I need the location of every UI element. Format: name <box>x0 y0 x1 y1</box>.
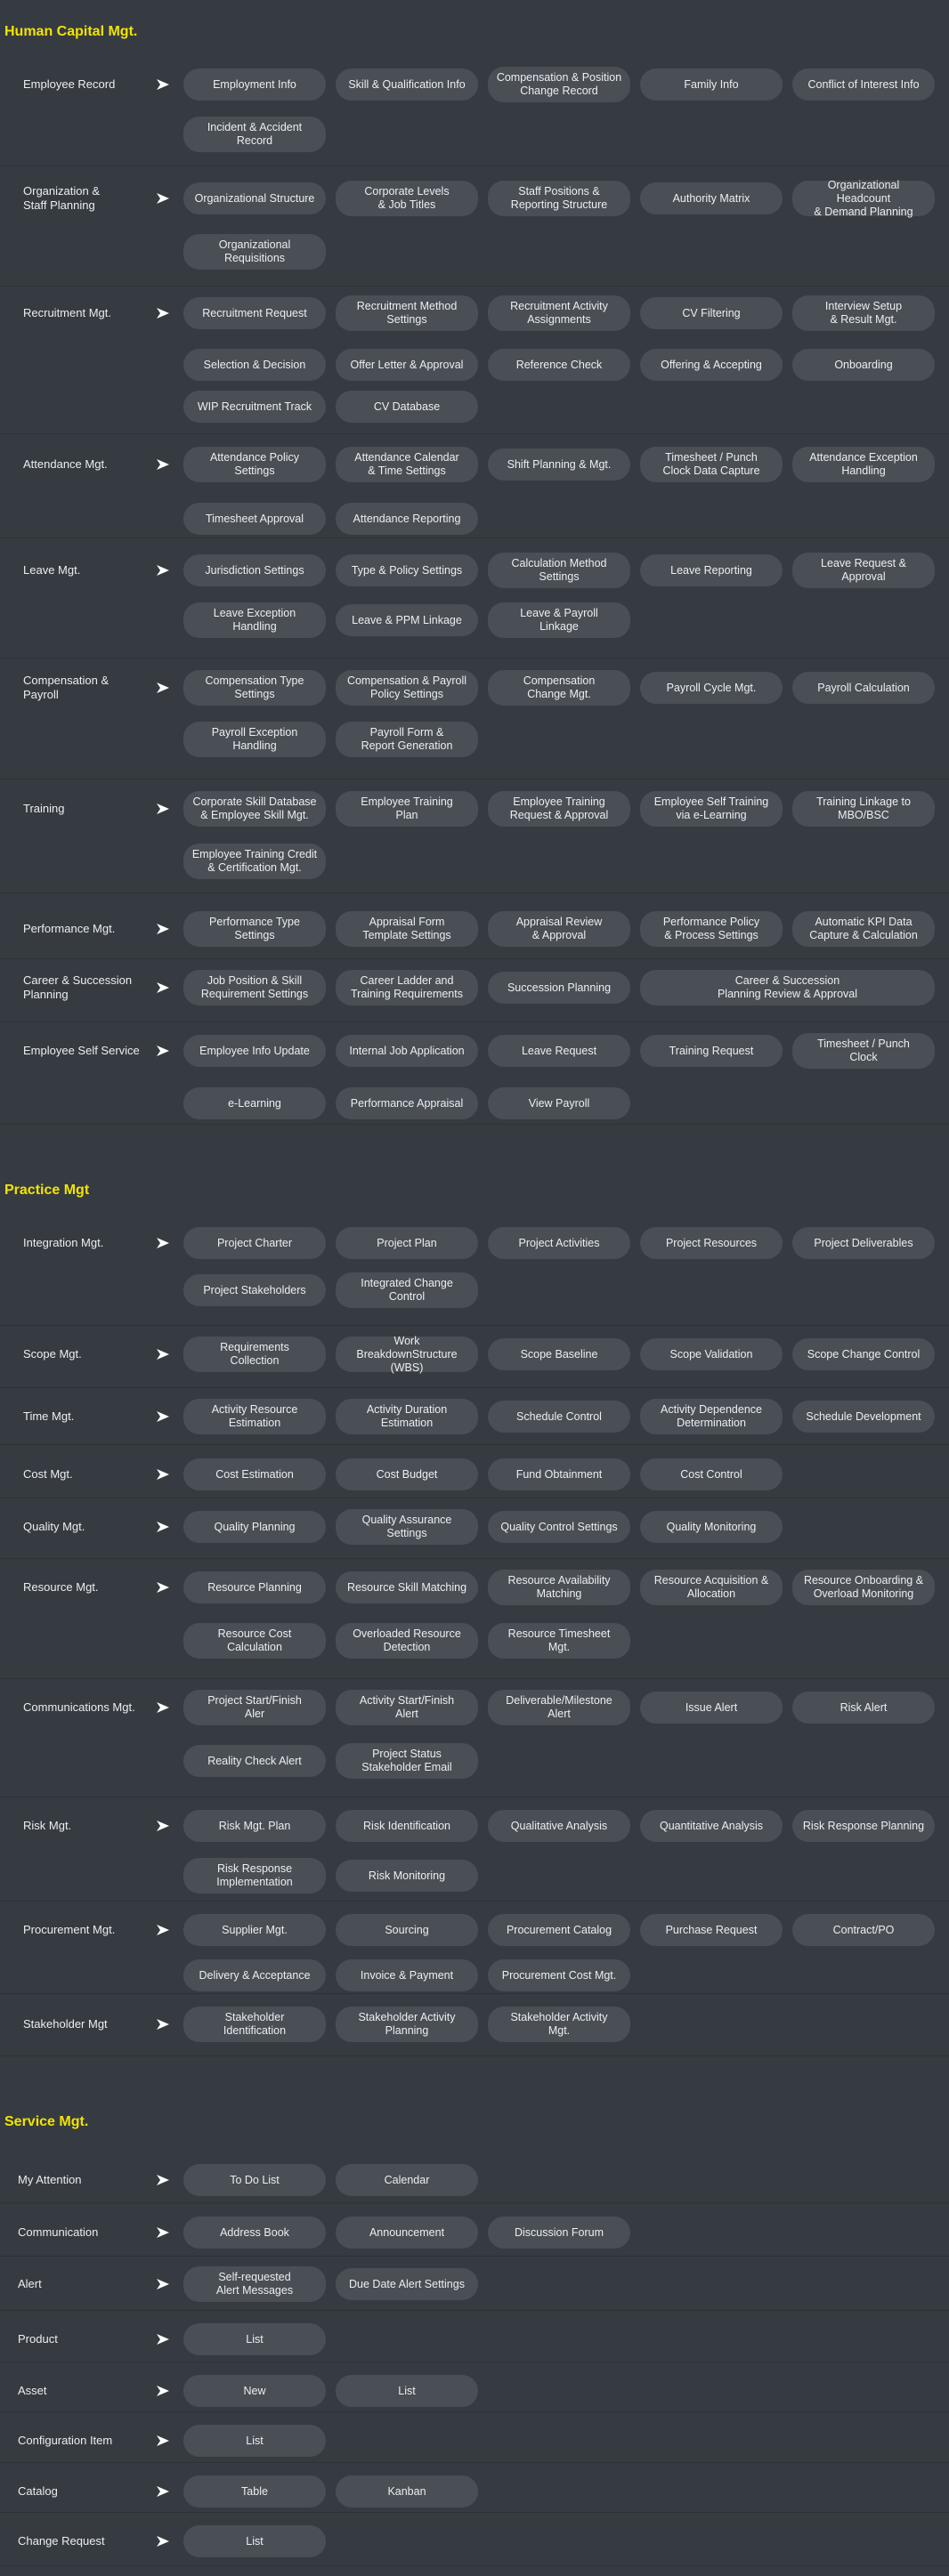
arrow-right-icon <box>157 2386 169 2396</box>
row-label: Performance Mgt. <box>23 922 116 935</box>
menu-item-cv-database[interactable]: CV Database <box>336 391 478 423</box>
menu-item-stakeholder-activity-mgt[interactable]: Stakeholder Activity Mgt. <box>488 2007 630 2042</box>
menu-item-quality-assurance-settings[interactable]: Quality Assurance Settings <box>336 1509 478 1545</box>
row-label: Alert <box>18 2277 42 2290</box>
menu-item-kanban[interactable]: Kanban <box>336 2475 478 2507</box>
arrow-right-icon <box>157 459 169 470</box>
menu-row-attendance-mgt <box>0 434 949 538</box>
menu-item-authority-matrix[interactable]: Authority Matrix <box>640 182 783 214</box>
menu-item-integrated-change-control[interactable]: Integrated Change Control <box>336 1272 478 1308</box>
menu-item-performance-policy-process-settings[interactable]: Performance Policy & Process Settings <box>640 911 783 947</box>
menu-item-incident-accident-record[interactable]: Incident & Accident Record <box>183 117 326 152</box>
menu-item-employment-info[interactable]: Employment Info <box>183 69 326 101</box>
row-label: Employee Record <box>23 77 116 91</box>
menu-item-timesheet-approval[interactable]: Timesheet Approval <box>183 503 326 535</box>
menu-item-family-info[interactable]: Family Info <box>640 69 783 101</box>
menu-item-resource-acquisition-allocation[interactable]: Resource Acquisition & Allocation <box>640 1570 783 1605</box>
menu-item-project-start-finish-aler[interactable]: Project Start/Finish Aler <box>183 1690 326 1725</box>
menu-item-payroll-cycle-mgt[interactable]: Payroll Cycle Mgt. <box>640 672 783 704</box>
arrow-right-icon <box>157 2334 169 2345</box>
menu-item-fund-obtainment[interactable]: Fund Obtainment <box>488 1458 630 1490</box>
menu-item-calculation-method-settings[interactable]: Calculation Method Settings <box>488 553 630 588</box>
arrow-right-icon <box>157 1411 169 1422</box>
arrow-right-icon <box>157 1238 169 1248</box>
menu-item-risk-alert[interactable]: Risk Alert <box>792 1692 935 1724</box>
menu-row-stakeholder-mgt <box>0 1994 949 2056</box>
menu-row-training <box>0 779 949 893</box>
row-label: Procurement Mgt. <box>23 1923 116 1936</box>
menu-item-schedule-control[interactable]: Schedule Control <box>488 1401 630 1433</box>
menu-row-configuration-item <box>0 2412 949 2463</box>
row-label: Catalog <box>18 2484 58 2498</box>
menu-item-scope-change-control[interactable]: Scope Change Control <box>792 1338 935 1370</box>
menu-item-compensation-payroll-policy-settings[interactable]: Compensation & Payroll Policy Settings <box>336 670 478 706</box>
row-label: Resource Mgt. <box>23 1580 99 1594</box>
menu-item-project-stakeholders[interactable]: Project Stakeholders <box>183 1274 326 1306</box>
row-label: Organization & Staff Planning <box>23 184 100 212</box>
menu-row-employee-self-service <box>0 1022 949 1125</box>
menu-item-risk-identification[interactable]: Risk Identification <box>336 1810 478 1842</box>
menu-item-project-status-stakeholder-email[interactable]: Project Status Stakeholder Email <box>336 1743 478 1779</box>
menu-item-staff-positions-reporting-structure[interactable]: Staff Positions & Reporting Structure <box>488 181 630 216</box>
menu-item-e-learning[interactable]: e-Learning <box>183 1087 326 1119</box>
menu-item-project-plan[interactable]: Project Plan <box>336 1227 478 1259</box>
row-label: Stakeholder Mgt <box>23 2017 108 2031</box>
menu-item-due-date-alert-settings[interactable]: Due Date Alert Settings <box>336 2268 478 2300</box>
menu-item-training-request[interactable]: Training Request <box>640 1035 783 1067</box>
menu-item-activity-resource-estimation[interactable]: Activity Resource Estimation <box>183 1399 326 1434</box>
menu-item-attendance-calendar-time-settings[interactable]: Attendance Calendar & Time Settings <box>336 447 478 482</box>
row-label: Change Request <box>18 2534 105 2548</box>
menu-item-appraisal-form-template-settings[interactable]: Appraisal Form Template Settings <box>336 911 478 947</box>
menu-item-supplier-mgt[interactable]: Supplier Mgt. <box>183 1914 326 1946</box>
menu-item-quality-planning[interactable]: Quality Planning <box>183 1511 326 1543</box>
menu-item-resource-timesheet-mgt[interactable]: Resource Timesheet Mgt. <box>488 1623 630 1659</box>
menu-item-organizational-requisitions[interactable]: Organizational Requisitions <box>183 234 326 270</box>
arrow-right-icon <box>157 79 169 90</box>
menu-item-organizational-structure[interactable]: Organizational Structure <box>183 182 326 214</box>
menu-item-employee-self-training-via-e-learning[interactable]: Employee Self Training via e-Learning <box>640 791 783 827</box>
arrow-right-icon <box>157 1702 169 1713</box>
menu-row-performance-mgt <box>0 893 949 959</box>
arrow-right-icon <box>157 1582 169 1593</box>
row-label: Attendance Mgt. <box>23 457 108 471</box>
menu-row-resource-mgt <box>0 1559 949 1679</box>
menu-item-corporate-levels-job-titles[interactable]: Corporate Levels & Job Titles <box>336 181 478 216</box>
row-label: Product <box>18 2332 58 2346</box>
practice-mgt-section-title: Practice Mgt <box>4 1183 90 1198</box>
menu-item-corporate-skill-database-employee-skill-mgt[interactable]: Corporate Skill Database & Employee Skill Mgt. <box>183 791 326 827</box>
menu-item-recruitment-request[interactable]: Recruitment Request <box>183 297 326 329</box>
arrow-right-icon <box>157 2435 169 2446</box>
row-label: Recruitment Mgt. <box>23 306 111 319</box>
arrow-right-icon <box>157 803 169 814</box>
menu-item-risk-mgt-plan[interactable]: Risk Mgt. Plan <box>183 1810 326 1842</box>
menu-row-quality-mgt <box>0 1498 949 1559</box>
row-label: Risk Mgt. <box>23 1819 72 1832</box>
menu-item-stakeholder-identification[interactable]: Stakeholder Identification <box>183 2007 326 2042</box>
menu-item-self-requested-alert-messages[interactable]: Self-requested Alert Messages <box>183 2266 326 2302</box>
row-label: Configuration Item <box>18 2434 113 2447</box>
row-label: Employee Self Service <box>23 1044 140 1057</box>
menu-row-integration-mgt <box>0 1215 949 1326</box>
arrow-right-icon <box>157 2019 169 2030</box>
menu-item-offer-letter-approval[interactable]: Offer Letter & Approval <box>336 349 478 381</box>
menu-item-new[interactable]: New <box>183 2375 326 2407</box>
menu-item-attendance-policy-settings[interactable]: Attendance Policy Settings <box>183 447 326 482</box>
menu-item-announcement[interactable]: Announcement <box>336 2217 478 2249</box>
menu-item-qualitative-analysis[interactable]: Qualitative Analysis <box>488 1810 630 1842</box>
menu-row-catalog <box>0 2463 949 2513</box>
arrow-right-icon <box>157 924 169 934</box>
arrow-right-icon <box>157 1349 169 1360</box>
menu-item-reference-check[interactable]: Reference Check <box>488 349 630 381</box>
menu-item-attendance-exception-handling[interactable]: Attendance Exception Handling <box>792 447 935 482</box>
menu-item-requirements-collection[interactable]: Requirements Collection <box>183 1336 326 1372</box>
menu-item-succession-planning[interactable]: Succession Planning <box>488 972 630 1004</box>
menu-item-leave-request-approval[interactable]: Leave Request & Approval <box>792 553 935 588</box>
menu-row-asset <box>0 2362 949 2412</box>
menu-item-project-charter[interactable]: Project Charter <box>183 1227 326 1259</box>
menu-row-product <box>0 2311 949 2362</box>
menu-item-quality-control-settings[interactable]: Quality Control Settings <box>488 1511 630 1543</box>
menu-item-scope-baseline[interactable]: Scope Baseline <box>488 1338 630 1370</box>
menu-item-project-resources[interactable]: Project Resources <box>640 1227 783 1259</box>
row-label: Time Mgt. <box>23 1409 75 1423</box>
row-label: Training <box>23 802 65 815</box>
menu-item-schedule-development[interactable]: Schedule Development <box>792 1401 935 1433</box>
arrow-right-icon <box>157 1821 169 1831</box>
arrow-right-icon <box>157 1925 169 1935</box>
menu-item-resource-planning[interactable]: Resource Planning <box>183 1571 326 1603</box>
menu-item-overloaded-resource-detection[interactable]: Overloaded Resource Detection <box>336 1623 478 1659</box>
menu-item-employee-info-update[interactable]: Employee Info Update <box>183 1035 326 1067</box>
row-label: Compensation & Payroll <box>23 674 110 701</box>
menu-row-recruitment-mgt <box>0 287 949 434</box>
menu-item-employee-training-request-approval[interactable]: Employee Training Request & Approval <box>488 791 630 827</box>
menu-item-discussion-forum[interactable]: Discussion Forum <box>488 2217 630 2249</box>
menu-item-wip-recruitment-track[interactable]: WIP Recruitment Track <box>183 391 326 423</box>
menu-row-my-attention <box>0 2151 949 2203</box>
menu-item-resource-skill-matching[interactable]: Resource Skill Matching <box>336 1571 478 1603</box>
menu-item-compensation-change-mgt[interactable]: Compensation Change Mgt. <box>488 670 630 706</box>
menu-item-procurement-cost-mgt[interactable]: Procurement Cost Mgt. <box>488 1959 630 1991</box>
menu-item-table[interactable]: Table <box>183 2475 326 2507</box>
menu-item-address-book[interactable]: Address Book <box>183 2217 326 2249</box>
arrow-right-icon <box>157 2486 169 2497</box>
menu-item-reality-check-alert[interactable]: Reality Check Alert <box>183 1745 326 1777</box>
menu-row-time-mgt <box>0 1388 949 1445</box>
menu-item-leave-request[interactable]: Leave Request <box>488 1035 630 1067</box>
row-label: Communications Mgt. <box>23 1700 135 1714</box>
menu-item-conflict-of-interest-info[interactable]: Conflict of Interest Info <box>792 69 935 101</box>
menu-row-compensation-payroll <box>0 658 949 779</box>
arrow-right-icon <box>157 2279 169 2289</box>
row-label: Integration Mgt. <box>23 1236 104 1249</box>
menu-row-communications-mgt <box>0 1679 949 1797</box>
menu-item-contract-po[interactable]: Contract/PO <box>792 1914 935 1946</box>
menu-item-project-deliverables[interactable]: Project Deliverables <box>792 1227 935 1259</box>
menu-item-resource-cost-calculation[interactable]: Resource Cost Calculation <box>183 1623 326 1659</box>
menu-item-leave-exception-handling[interactable]: Leave Exception Handling <box>183 602 326 638</box>
arrow-right-icon <box>157 982 169 993</box>
menu-item-employee-training-plan[interactable]: Employee Training Plan <box>336 791 478 827</box>
menu-item-payroll-form-report-generation[interactable]: Payroll Form & Report Generation <box>336 722 478 757</box>
row-label: Scope Mgt. <box>23 1347 82 1361</box>
menu-item-to-do-list[interactable]: To Do List <box>183 2164 326 2196</box>
row-label: Asset <box>18 2384 47 2397</box>
menu-item-list[interactable]: List <box>183 2425 326 2457</box>
menu-item-training-linkage-to-mbo-bsc[interactable]: Training Linkage to MBO/BSC <box>792 791 935 827</box>
menu-item-activity-start-finish-alert[interactable]: Activity Start/Finish Alert <box>336 1690 478 1725</box>
arrow-right-icon <box>157 682 169 693</box>
menu-item-interview-setup-result-mgt[interactable]: Interview Setup & Result Mgt. <box>792 295 935 331</box>
menu-item-performance-appraisal[interactable]: Performance Appraisal <box>336 1087 478 1119</box>
menu-item-list[interactable]: List <box>183 2323 326 2355</box>
menu-item-jurisdiction-settings[interactable]: Jurisdiction Settings <box>183 554 326 586</box>
menu-item-selection-decision[interactable]: Selection & Decision <box>183 349 326 381</box>
menu-item-compensation-position-change-record[interactable]: Compensation & Position Change Record <box>488 67 630 102</box>
row-label: Cost Mgt. <box>23 1467 73 1481</box>
menu-row-employee-record <box>0 56 949 166</box>
arrow-right-icon <box>157 2536 169 2547</box>
menu-row-risk-mgt <box>0 1797 949 1902</box>
menu-item-invoice-payment[interactable]: Invoice & Payment <box>336 1959 478 1991</box>
menu-item-delivery-acceptance[interactable]: Delivery & Acceptance <box>183 1959 326 1991</box>
menu-row-career-succession-planning <box>0 959 949 1022</box>
menu-item-skill-qualification-info[interactable]: Skill & Qualification Info <box>336 69 478 101</box>
menu-item-cost-estimation[interactable]: Cost Estimation <box>183 1458 326 1490</box>
menu-item-payroll-calculation[interactable]: Payroll Calculation <box>792 672 935 704</box>
menu-item-activity-dependence-determination[interactable]: Activity Dependence Determination <box>640 1399 783 1434</box>
menu-item-risk-response-planning[interactable]: Risk Response Planning <box>792 1810 935 1842</box>
menu-item-resource-onboarding-overload-monitoring[interactable]: Resource Onboarding & Overload Monitoring <box>792 1570 935 1605</box>
row-label: Quality Mgt. <box>23 1520 85 1533</box>
menu-item-internal-job-application[interactable]: Internal Job Application <box>336 1035 478 1067</box>
menu-item-view-payroll[interactable]: View Payroll <box>488 1087 630 1119</box>
menu-item-risk-monitoring[interactable]: Risk Monitoring <box>336 1860 478 1892</box>
menu-item-job-position-skill-requirement-settings[interactable]: Job Position & Skill Requirement Settings <box>183 970 326 1005</box>
arrow-right-icon <box>157 1046 169 1056</box>
menu-row-alert <box>0 2257 949 2311</box>
menu-item-risk-response-implementation[interactable]: Risk Response Implementation <box>183 1858 326 1894</box>
menu-item-attendance-reporting[interactable]: Attendance Reporting <box>336 503 478 535</box>
row-label: My Attention <box>18 2173 82 2186</box>
menu-item-onboarding[interactable]: Onboarding <box>792 349 935 381</box>
menu-item-stakeholder-activity-planning[interactable]: Stakeholder Activity Planning <box>336 2007 478 2042</box>
menu-item-leave-ppm-linkage[interactable]: Leave & PPM Linkage <box>336 604 478 636</box>
menu-item-automatic-kpi-data-capture-calculation[interactable]: Automatic KPI Data Capture & Calculation <box>792 911 935 947</box>
human-capital-mgt-section-title: Human Capital Mgt. <box>4 24 138 39</box>
menu-row-procurement-mgt <box>0 1902 949 1994</box>
menu-item-issue-alert[interactable]: Issue Alert <box>640 1692 783 1724</box>
menu-item-career-succession-planning-review-approval[interactable]: Career & Succession Planning Review & Approval <box>640 970 935 1005</box>
menu-item-list[interactable]: List <box>336 2375 478 2407</box>
menu-item-career-ladder-and-training-requirements[interactable]: Career Ladder and Training Requirements <box>336 970 478 1005</box>
menu-item-organizational-headcount-demand-planning[interactable]: Organizational Headcount & Demand Planning <box>792 181 935 216</box>
menu-item-work-breakdownstructure-wbs[interactable]: Work BreakdownStructure (WBS) <box>336 1336 478 1372</box>
menu-item-compensation-type-settings[interactable]: Compensation Type Settings <box>183 670 326 706</box>
menu-row-organization-staff-planning <box>0 170 949 287</box>
service-mgt-section-title: Service Mgt. <box>4 2114 89 2129</box>
menu-item-cv-filtering[interactable]: CV Filtering <box>640 297 783 329</box>
menu-item-procurement-catalog[interactable]: Procurement Catalog <box>488 1914 630 1946</box>
arrow-right-icon <box>157 193 169 204</box>
menu-item-quality-monitoring[interactable]: Quality Monitoring <box>640 1511 783 1543</box>
arrow-right-icon <box>157 2175 169 2185</box>
menu-row-scope-mgt <box>0 1326 949 1388</box>
menu-item-timesheet-punch-clock-data-capture[interactable]: Timesheet / Punch Clock Data Capture <box>640 447 783 482</box>
menu-item-leave-payroll-linkage[interactable]: Leave & Payroll Linkage <box>488 602 630 638</box>
menu-item-performance-type-settings[interactable]: Performance Type Settings <box>183 911 326 947</box>
arrow-right-icon <box>157 1522 169 1532</box>
menu-item-resource-availability-matching[interactable]: Resource Availability Matching <box>488 1570 630 1605</box>
menu-item-cost-budget[interactable]: Cost Budget <box>336 1458 478 1490</box>
menu-item-list[interactable]: List <box>183 2525 326 2557</box>
menu-item-shift-planning-mgt[interactable]: Shift Planning & Mgt. <box>488 448 630 480</box>
menu-item-activity-duration-estimation[interactable]: Activity Duration Estimation <box>336 1399 478 1434</box>
menu-item-recruitment-method-settings[interactable]: Recruitment Method Settings <box>336 295 478 331</box>
menu-row-communication <box>0 2203 949 2257</box>
menu-item-purchase-request[interactable]: Purchase Request <box>640 1914 783 1946</box>
row-label: Career & Succession Planning <box>23 973 133 1001</box>
arrow-right-icon <box>157 1469 169 1480</box>
menu-row-change-request <box>0 2513 949 2566</box>
menu-item-sourcing[interactable]: Sourcing <box>336 1914 478 1946</box>
menu-row-cost-mgt <box>0 1445 949 1498</box>
menu-item-appraisal-review-approval[interactable]: Appraisal Review & Approval <box>488 911 630 947</box>
arrow-right-icon <box>157 565 169 576</box>
menu-item-recruitment-activity-assignments[interactable]: Recruitment Activity Assignments <box>488 295 630 331</box>
menu-row-leave-mgt <box>0 538 949 658</box>
menu-item-project-activities[interactable]: Project Activities <box>488 1227 630 1259</box>
row-label: Leave Mgt. <box>23 563 81 577</box>
arrow-right-icon <box>157 308 169 319</box>
menu-item-cost-control[interactable]: Cost Control <box>640 1458 783 1490</box>
menu-item-deliverable-milestone-alert[interactable]: Deliverable/Milestone Alert <box>488 1690 630 1725</box>
menu-item-quantitative-analysis[interactable]: Quantitative Analysis <box>640 1810 783 1842</box>
menu-item-employee-training-credit-certification-mgt[interactable]: Employee Training Credit & Certification Mgt. <box>183 844 326 879</box>
menu-item-offering-accepting[interactable]: Offering & Accepting <box>640 349 783 381</box>
menu-item-scope-validation[interactable]: Scope Validation <box>640 1338 783 1370</box>
menu-item-payroll-exception-handling[interactable]: Payroll Exception Handling <box>183 722 326 757</box>
row-label: Communication <box>18 2225 99 2239</box>
menu-item-type-policy-settings[interactable]: Type & Policy Settings <box>336 554 478 586</box>
menu-item-leave-reporting[interactable]: Leave Reporting <box>640 554 783 586</box>
menu-item-calendar[interactable]: Calendar <box>336 2164 478 2196</box>
arrow-right-icon <box>157 2227 169 2238</box>
menu-item-timesheet-punch-clock[interactable]: Timesheet / Punch Clock <box>792 1033 935 1069</box>
